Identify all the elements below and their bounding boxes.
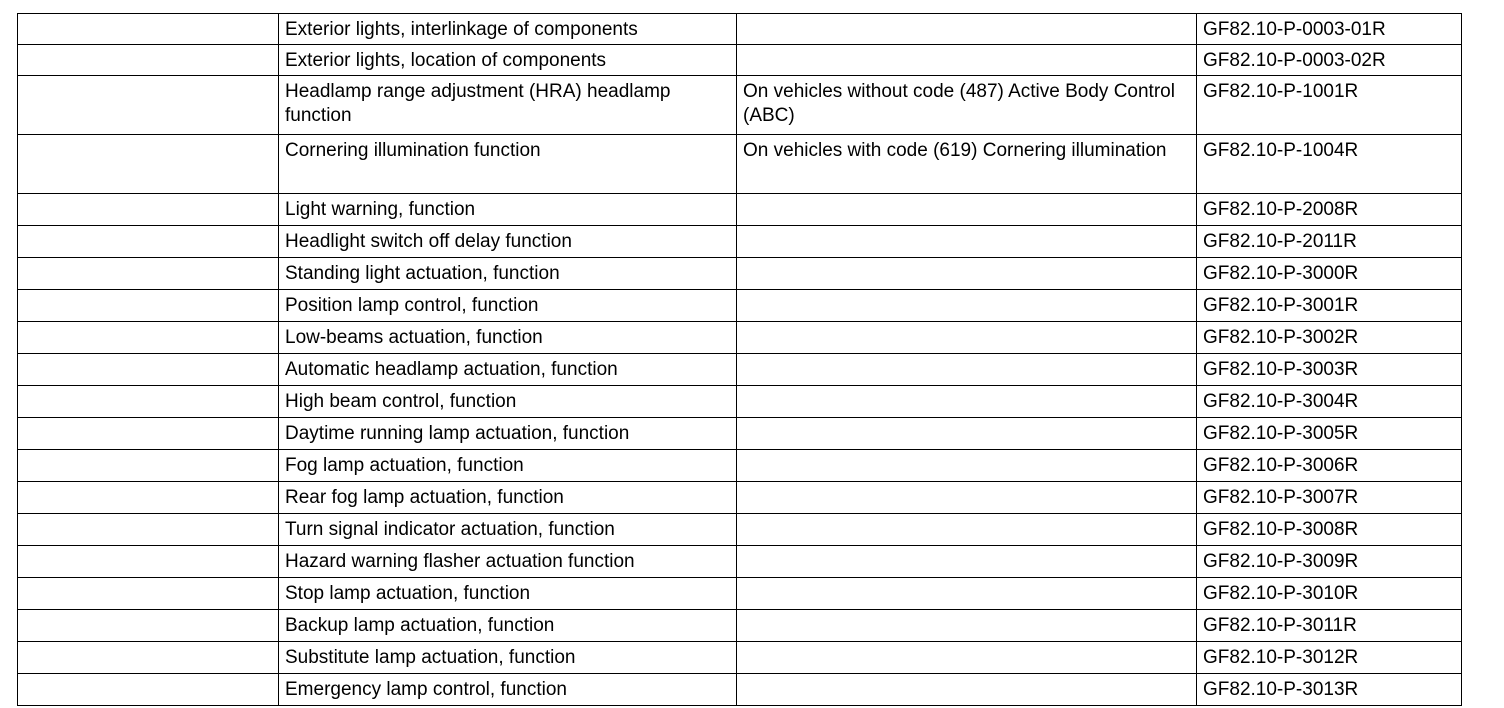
code-cell bbox=[1197, 674, 1462, 706]
document-code: GF82.10-P-3010R bbox=[1203, 583, 1359, 604]
note-cell bbox=[737, 386, 1197, 418]
description-text: Fog lamp actuation, function bbox=[285, 455, 524, 476]
description-cell bbox=[279, 14, 737, 45]
code-cell bbox=[1197, 194, 1462, 226]
description-text: Turn signal indicator actuation, function bbox=[285, 519, 615, 540]
description-cell bbox=[279, 450, 737, 482]
empty-cell bbox=[18, 418, 279, 450]
description-text: Exterior lights, location of components bbox=[285, 50, 607, 71]
description-cell bbox=[279, 578, 737, 610]
document-code: GF82.10-P-3012R bbox=[1203, 647, 1359, 668]
description-cell bbox=[279, 45, 737, 76]
table-row bbox=[18, 322, 1462, 354]
note-cell bbox=[737, 194, 1197, 226]
document-code: GF82.10-P-3001R bbox=[1203, 295, 1359, 316]
document-code: GF82.10-P-3002R bbox=[1203, 327, 1359, 348]
document-code: GF82.10-P-3003R bbox=[1203, 359, 1359, 380]
note-cell bbox=[737, 76, 1197, 135]
note-cell bbox=[737, 578, 1197, 610]
note-text: On vehicles with code (619) Cornering illumination bbox=[743, 140, 1167, 161]
note-cell bbox=[737, 514, 1197, 546]
empty-cell bbox=[18, 386, 279, 418]
empty-cell bbox=[18, 514, 279, 546]
note-cell bbox=[737, 135, 1197, 194]
table-row bbox=[18, 482, 1462, 514]
table-row bbox=[18, 450, 1462, 482]
table-row bbox=[18, 578, 1462, 610]
document-code: GF82.10-P-3005R bbox=[1203, 423, 1359, 444]
code-cell bbox=[1197, 642, 1462, 674]
note-cell bbox=[737, 354, 1197, 386]
document-code: GF82.10-P-1004R bbox=[1203, 140, 1359, 161]
document-code: GF82.10-P-1001R bbox=[1203, 81, 1359, 102]
note-cell bbox=[737, 450, 1197, 482]
code-cell bbox=[1197, 322, 1462, 354]
note-cell bbox=[737, 546, 1197, 578]
document-code: GF82.10-P-0003-01R bbox=[1203, 19, 1386, 40]
empty-cell bbox=[18, 322, 279, 354]
document-reference-table bbox=[17, 13, 1462, 706]
table-row bbox=[18, 45, 1462, 76]
empty-cell bbox=[18, 546, 279, 578]
empty-cell bbox=[18, 258, 279, 290]
table-row bbox=[18, 642, 1462, 674]
empty-cell bbox=[18, 610, 279, 642]
table-row bbox=[18, 226, 1462, 258]
table-row bbox=[18, 610, 1462, 642]
description-text: Daytime running lamp actuation, function bbox=[285, 423, 630, 444]
description-text: Emergency lamp control, function bbox=[285, 679, 567, 700]
description-text: Headlamp range adjustment (HRA) headlamp function bbox=[285, 81, 671, 126]
empty-cell bbox=[18, 354, 279, 386]
description-text: Low-beams actuation, function bbox=[285, 327, 543, 348]
code-cell bbox=[1197, 135, 1462, 194]
note-cell bbox=[737, 258, 1197, 290]
note-cell bbox=[737, 418, 1197, 450]
note-text: On vehicles without code (487) Active Body Control (ABC) bbox=[743, 81, 1175, 126]
description-cell bbox=[279, 674, 737, 706]
empty-cell bbox=[18, 226, 279, 258]
empty-cell bbox=[18, 14, 279, 45]
table-row bbox=[18, 135, 1462, 194]
note-cell bbox=[737, 226, 1197, 258]
note-cell bbox=[737, 14, 1197, 45]
description-text: Hazard warning flasher actuation function bbox=[285, 551, 635, 572]
description-cell bbox=[279, 514, 737, 546]
document-code: GF82.10-P-3006R bbox=[1203, 455, 1359, 476]
description-cell bbox=[279, 258, 737, 290]
code-cell bbox=[1197, 546, 1462, 578]
code-cell bbox=[1197, 14, 1462, 45]
document-code: GF82.10-P-3011R bbox=[1203, 615, 1357, 636]
empty-cell bbox=[18, 76, 279, 135]
description-cell bbox=[279, 76, 737, 135]
table-row bbox=[18, 14, 1462, 45]
code-cell bbox=[1197, 45, 1462, 76]
table-row bbox=[18, 194, 1462, 226]
description-text: Cornering illumination function bbox=[285, 140, 541, 161]
description-cell bbox=[279, 642, 737, 674]
description-text: Light warning, function bbox=[285, 199, 476, 220]
description-cell bbox=[279, 418, 737, 450]
description-text: Stop lamp actuation, function bbox=[285, 583, 531, 604]
table-row bbox=[18, 258, 1462, 290]
note-cell bbox=[737, 610, 1197, 642]
document-code: GF82.10-P-3004R bbox=[1203, 391, 1359, 412]
description-text: Automatic headlamp actuation, function bbox=[285, 359, 618, 380]
empty-cell bbox=[18, 674, 279, 706]
table-row bbox=[18, 546, 1462, 578]
code-cell bbox=[1197, 354, 1462, 386]
empty-cell bbox=[18, 135, 279, 194]
note-cell bbox=[737, 642, 1197, 674]
code-cell bbox=[1197, 258, 1462, 290]
note-cell bbox=[737, 482, 1197, 514]
table-row bbox=[18, 354, 1462, 386]
description-cell bbox=[279, 194, 737, 226]
table-row bbox=[18, 514, 1462, 546]
document-code: GF82.10-P-2008R bbox=[1203, 199, 1359, 220]
description-cell bbox=[279, 482, 737, 514]
code-cell bbox=[1197, 610, 1462, 642]
note-cell bbox=[737, 322, 1197, 354]
description-cell bbox=[279, 354, 737, 386]
empty-cell bbox=[18, 450, 279, 482]
document-code: GF82.10-P-3007R bbox=[1203, 487, 1359, 508]
table-row bbox=[18, 386, 1462, 418]
document-code: GF82.10-P-2011R bbox=[1203, 231, 1357, 252]
code-cell bbox=[1197, 514, 1462, 546]
description-text: Standing light actuation, function bbox=[285, 263, 560, 284]
note-cell bbox=[737, 290, 1197, 322]
empty-cell bbox=[18, 578, 279, 610]
empty-cell bbox=[18, 45, 279, 76]
table-row bbox=[18, 290, 1462, 322]
description-text: Exterior lights, interlinkage of components bbox=[285, 19, 638, 40]
description-cell bbox=[279, 226, 737, 258]
code-cell bbox=[1197, 386, 1462, 418]
note-cell bbox=[737, 674, 1197, 706]
description-text: Position lamp control, function bbox=[285, 295, 539, 316]
code-cell bbox=[1197, 418, 1462, 450]
document-code: GF82.10-P-3000R bbox=[1203, 263, 1359, 284]
note-cell bbox=[737, 45, 1197, 76]
code-cell bbox=[1197, 450, 1462, 482]
empty-cell bbox=[18, 194, 279, 226]
table-row bbox=[18, 674, 1462, 706]
table-row bbox=[18, 418, 1462, 450]
description-cell bbox=[279, 322, 737, 354]
description-cell bbox=[279, 546, 737, 578]
description-cell bbox=[279, 135, 737, 194]
code-cell bbox=[1197, 226, 1462, 258]
description-text: Backup lamp actuation, function bbox=[285, 615, 555, 636]
document-code: GF82.10-P-3009R bbox=[1203, 551, 1359, 572]
document-code: GF82.10-P-0003-02R bbox=[1203, 50, 1386, 71]
description-text: High beam control, function bbox=[285, 391, 517, 412]
description-text: Substitute lamp actuation, function bbox=[285, 647, 576, 668]
code-cell bbox=[1197, 76, 1462, 135]
description-text: Headlight switch off delay function bbox=[285, 231, 572, 252]
empty-cell bbox=[18, 642, 279, 674]
empty-cell bbox=[18, 482, 279, 514]
document-code: GF82.10-P-3013R bbox=[1203, 679, 1359, 700]
table-row bbox=[18, 76, 1462, 135]
description-text: Rear fog lamp actuation, function bbox=[285, 487, 564, 508]
code-cell bbox=[1197, 482, 1462, 514]
code-cell bbox=[1197, 578, 1462, 610]
empty-cell bbox=[18, 290, 279, 322]
description-cell bbox=[279, 610, 737, 642]
description-cell bbox=[279, 386, 737, 418]
description-cell bbox=[279, 290, 737, 322]
code-cell bbox=[1197, 290, 1462, 322]
document-code: GF82.10-P-3008R bbox=[1203, 519, 1359, 540]
